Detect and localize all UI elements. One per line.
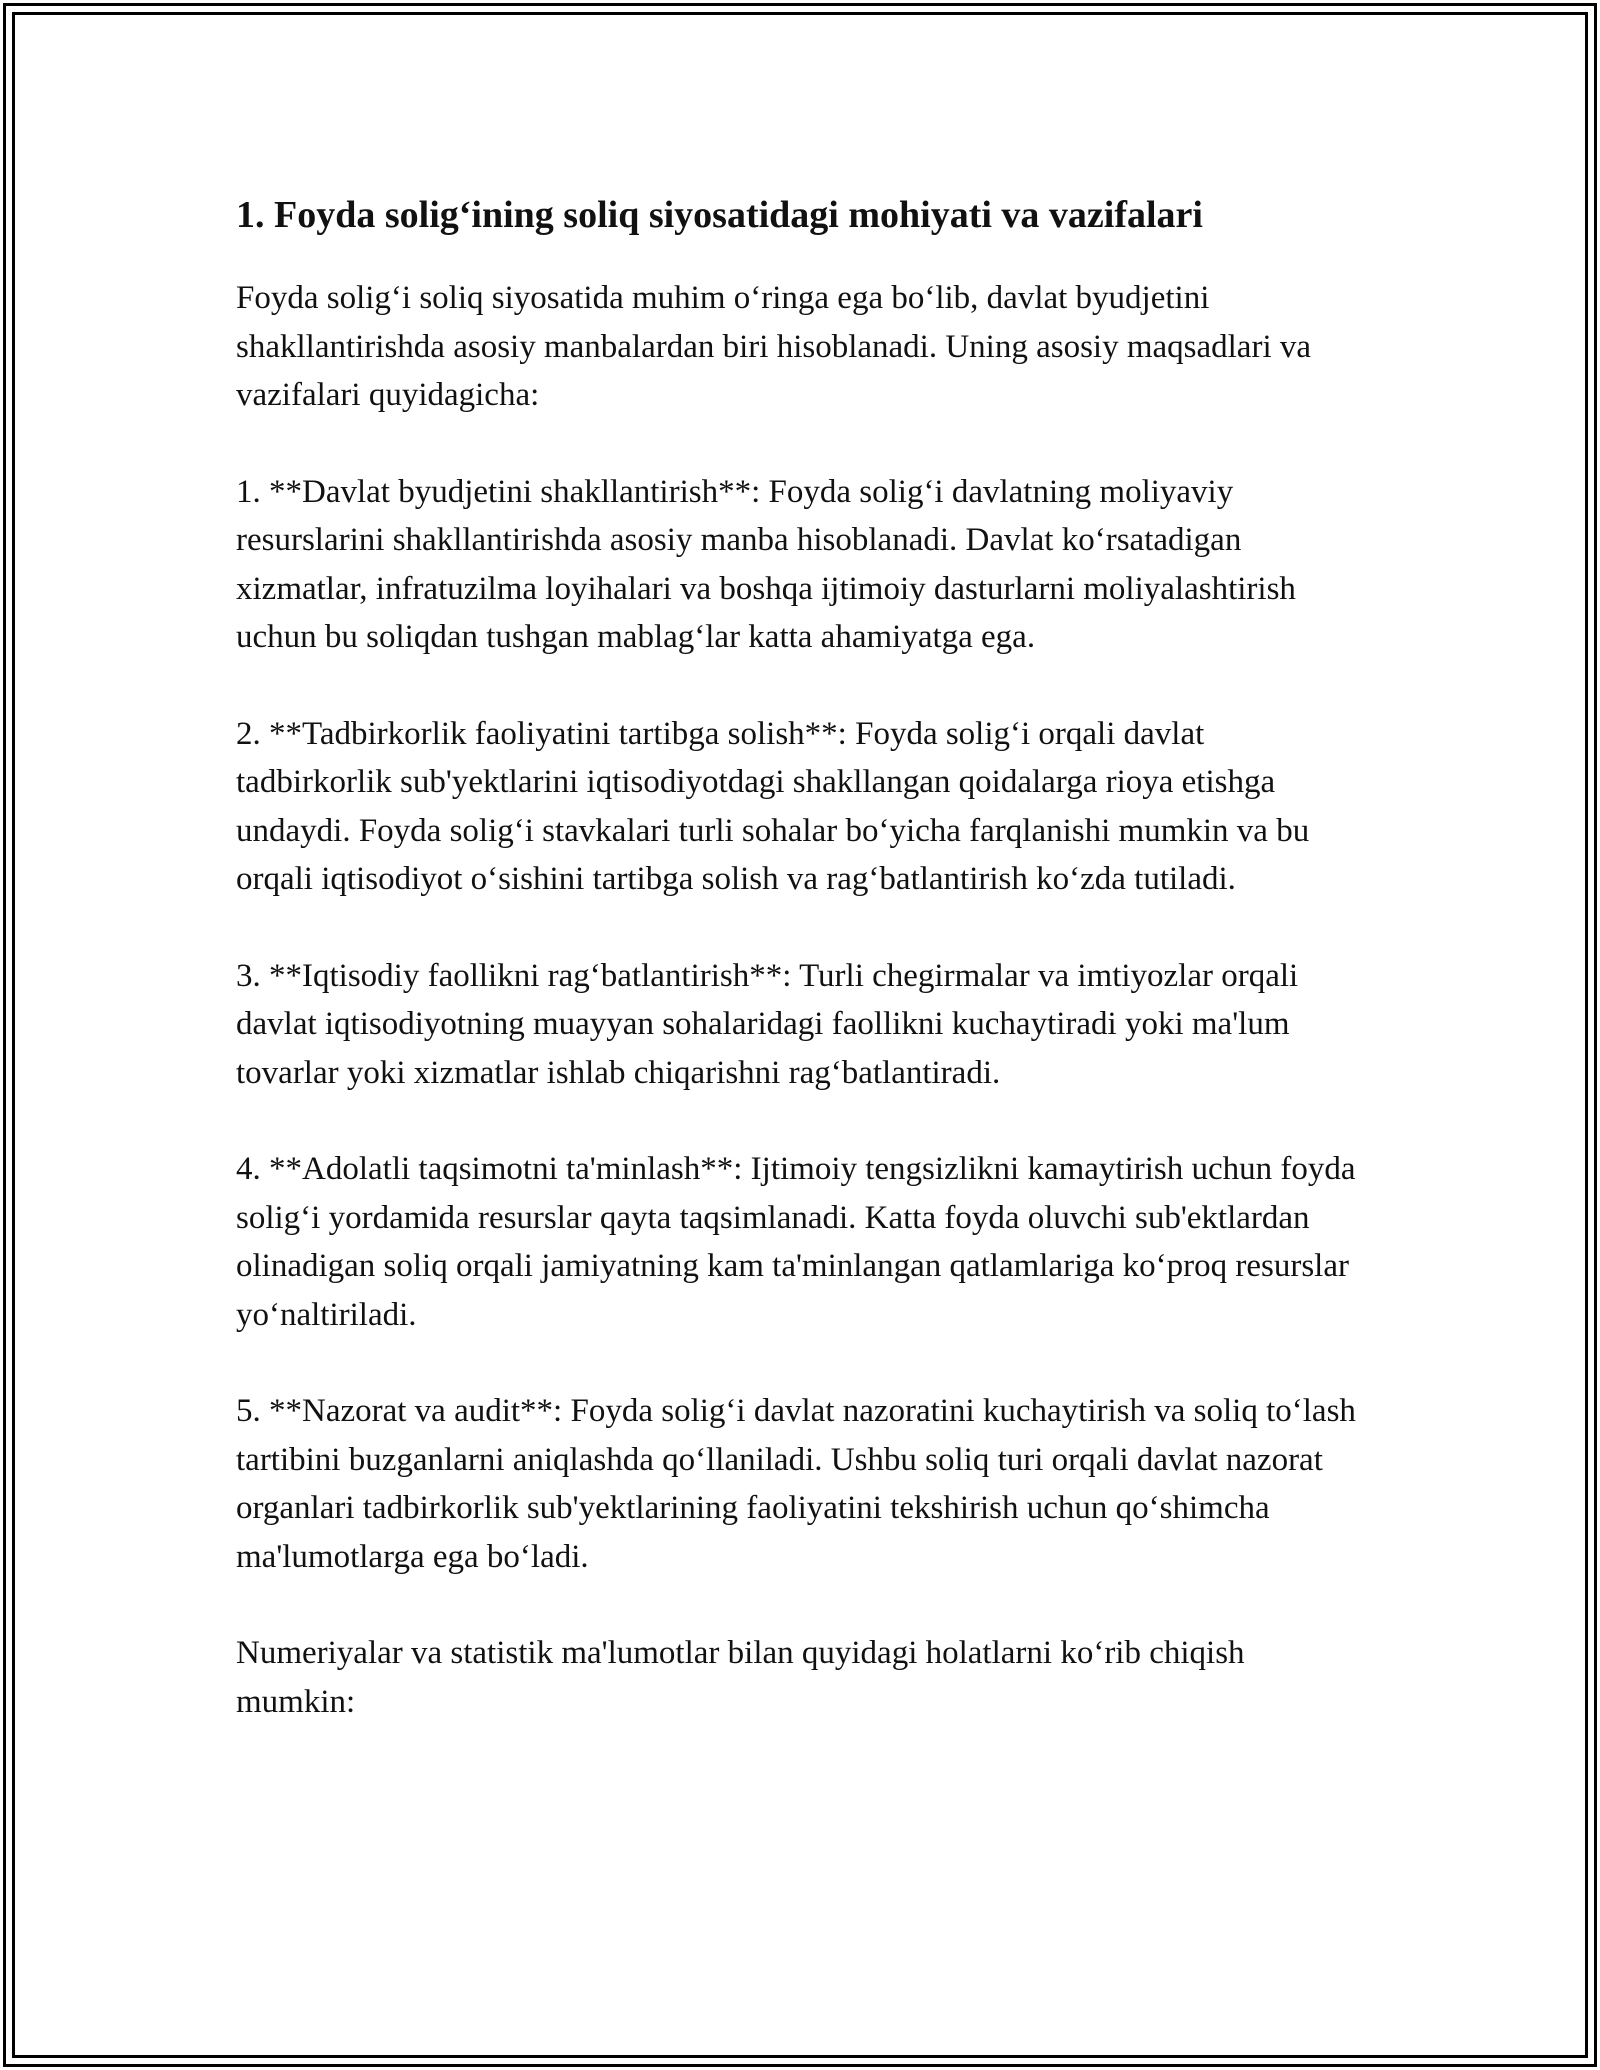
list-item-control: 5. **Nazorat va audit**: Foyda solig‘i davlat nazoratini kuchaytirish va soliq to‘lash tartibini buzganlarni aniqlashda qo‘llaniladi. Ushbu soliq turi orqali davlat nazorat organlari tadbirkorlik sub'yektlarining faoliyatini tekshirish uchun qo‘shimcha ma'lumotlarga ega bo‘ladi.	[236, 1393, 1365, 1575]
list-item-budget: 1. **Davlat byudjetini shakllantirish**: Foyda solig‘i davlatning moliyaviy resurslarini shakllantirishda asosiy manba hisoblanadi. Davlat ko‘rsatadigan xizmatlar, infratuzilma loyihalari va boshqa ijtimoiy dasturlarni moliyalashtirish uchun bu soliqdan tushgan mablag‘lar katta ahamiyatga ega.	[236, 473, 1305, 655]
closing-paragraph: Numeriyalar va statistik ma'lumotlar bilan quyidagi holatlarni ko‘rib chiqish mumkin:	[236, 1635, 1253, 1720]
document-body	[236, 190, 1366, 1774]
list-item-distribution: 4. **Adolatli taqsimotni ta'minlash**: Ijtimoiy tengsizlikni kamaytirish uchun foyda solig‘i yordamida resurslar qayta taqsimlanadi. Katta foyda oluvchi sub'ektlardan olinadigan soliq orqali jamiyatning kam ta'minlangan qatlamlariga ko‘proq resurslar yo‘naltiriladi.	[236, 1151, 1364, 1333]
list-item-stimulation: 3. **Iqtisodiy faollikni rag‘batlantirish**: Turli chegirmalar va imtiyozlar orqali davlat iqtisodiyotning muayyan sohalaridagi faollikni kuchaytiradi yoki ma'lum tovarlar yoki xizmatlar ishlab chiqarishni rag‘batlantiradi.	[236, 957, 1307, 1091]
list-item-regulation: 2. **Tadbirkorlik faoliyatini tartibga solish**: Foyda solig‘i orqali davlat tadbirkorlik sub'yektlarini iqtisodiyotdagi shakllangan qoidalarga rioya etishga undaydi. Foyda solig‘i stavkalari turli sohalar bo‘yicha farqlanishi mumkin va bu orqali iqtisodiyot o‘sishini tartibga solish va rag‘batlantirish ko‘zda tutiladi.	[236, 715, 1318, 897]
intro-paragraph: Foyda solig‘i soliq siyosatida muhim o‘ringa ega bo‘lib, davlat byudjetini shakllantirishda asosiy manbalardan biri hisoblanadi. Uning asosiy maqsadlari va vazifalari quyidagicha:	[236, 280, 1320, 413]
section-title: 1. Foyda solig‘ining soliq siyosatidagi mohiyati va vazifalari	[236, 194, 1203, 236]
